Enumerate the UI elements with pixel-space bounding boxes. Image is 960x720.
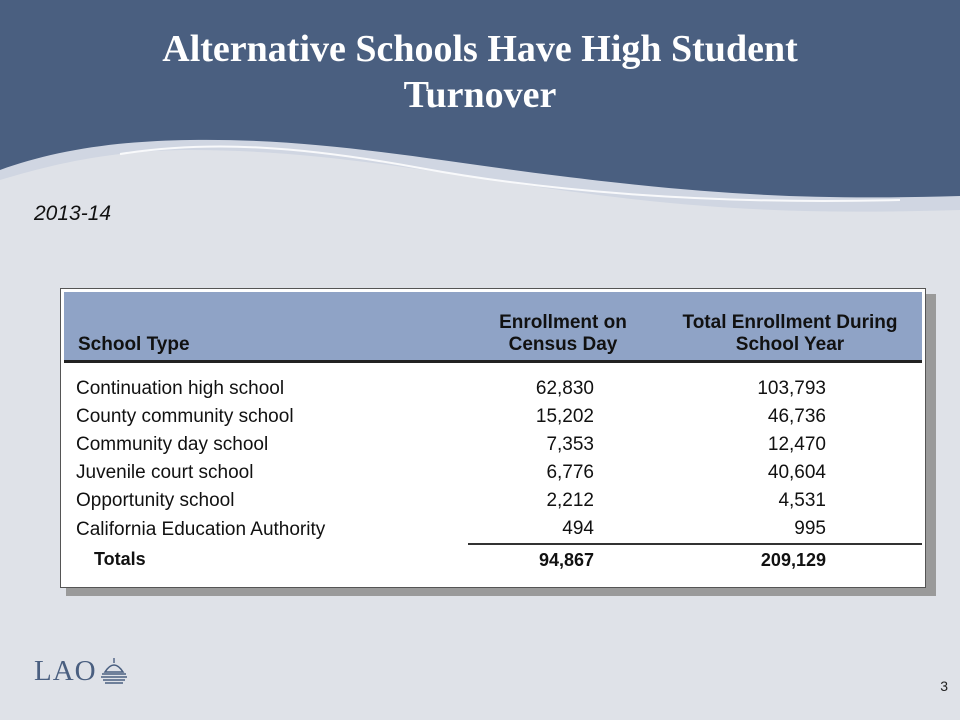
row-total-value: 103,793 bbox=[757, 378, 826, 399]
totals-total-value: 209,129 bbox=[658, 544, 922, 575]
slide-title-line-1: Alternative Schools Have High Student bbox=[162, 28, 798, 70]
row-census-value: 494 bbox=[468, 515, 658, 544]
table-row bbox=[64, 403, 922, 431]
header-total-enrollment bbox=[658, 292, 922, 362]
row-total-value: 46,736 bbox=[767, 406, 826, 427]
table-row bbox=[64, 362, 922, 404]
row-school-type: Community day school bbox=[76, 434, 269, 455]
row-school-type: Opportunity school bbox=[76, 490, 235, 511]
header-census-line-1: Enrollment on bbox=[499, 312, 627, 333]
totals-census-value: 94,867 bbox=[468, 544, 658, 575]
enrollment-table bbox=[64, 292, 922, 575]
row-total-value: 995 bbox=[658, 515, 922, 544]
enrollment-table-frame bbox=[60, 288, 926, 588]
row-census-value: 15,202 bbox=[535, 406, 594, 427]
capitol-dome-icon bbox=[99, 656, 129, 684]
lao-logo-text: LAO bbox=[34, 655, 97, 687]
row-school-type: Continuation high school bbox=[76, 378, 285, 399]
header-total-line-2: School Year bbox=[735, 334, 845, 355]
totals-label: Totals bbox=[94, 549, 146, 569]
row-total-value: 40,604 bbox=[767, 462, 826, 483]
row-school-type: County community school bbox=[76, 406, 294, 427]
slide-title bbox=[0, 26, 960, 118]
table-header-row bbox=[64, 292, 922, 362]
table-row bbox=[64, 487, 922, 515]
table-totals-row bbox=[64, 544, 922, 575]
row-census-value: 6,776 bbox=[546, 462, 594, 483]
row-total-value: 12,470 bbox=[767, 434, 826, 455]
header-census-day bbox=[468, 292, 658, 362]
header-total-line-1: Total Enrollment During bbox=[682, 312, 898, 333]
slide-title-line-2: Turnover bbox=[403, 74, 557, 116]
row-total-value: 4,531 bbox=[778, 490, 826, 511]
lao-logo bbox=[34, 656, 129, 686]
header-school-type: School Type bbox=[64, 292, 468, 362]
table-row bbox=[64, 515, 922, 544]
row-school-type: California Education Authority bbox=[76, 518, 326, 540]
table-row bbox=[64, 459, 922, 487]
row-census-value: 7,353 bbox=[546, 434, 594, 455]
page-number: 3 bbox=[940, 678, 948, 694]
row-census-value: 2,212 bbox=[546, 490, 594, 511]
row-school-type: Juvenile court school bbox=[76, 462, 254, 483]
row-census-value: 62,830 bbox=[535, 378, 594, 399]
slide-subtitle-year: 2013-14 bbox=[34, 202, 112, 225]
table-row bbox=[64, 431, 922, 459]
header-census-line-2: Census Day bbox=[508, 334, 618, 355]
